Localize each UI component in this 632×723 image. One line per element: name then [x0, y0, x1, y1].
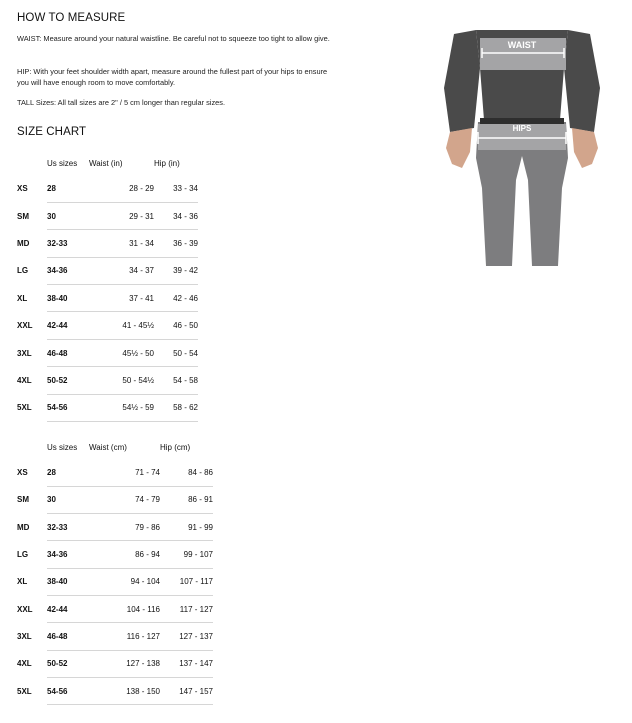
size-cell: MD: [17, 238, 30, 248]
us-size-cell: 50-52: [47, 367, 89, 394]
waist-cell: 127 - 138: [89, 650, 160, 677]
table-row: [17, 175, 198, 202]
us-size-cell: 34-36: [47, 541, 89, 568]
us-size-cell: 28: [47, 459, 89, 486]
table-row: [17, 568, 213, 595]
table-header-row: [17, 151, 198, 175]
size-cell: 5XL: [17, 686, 32, 696]
us-size-cell: 46-48: [47, 339, 89, 366]
hip-cell: 107 - 117: [160, 568, 213, 595]
size-cell: 5XL: [17, 403, 32, 413]
us-size-cell: 38-40: [47, 285, 89, 312]
us-size-cell: 50-52: [47, 650, 89, 677]
waist-cell: 54½ - 59: [89, 394, 154, 421]
hip-cell: 84 - 86: [160, 459, 213, 486]
table-header-row: [17, 435, 213, 459]
header-size: [17, 151, 47, 175]
table-row: [17, 623, 213, 650]
waist-cell: 116 - 127: [89, 623, 160, 650]
size-table-inches-body: [17, 175, 198, 422]
header-us-sizes: Us sizes: [47, 158, 78, 168]
hip-cell: 127 - 137: [160, 623, 213, 650]
us-size-cell: 30: [47, 486, 89, 513]
size-cell: XL: [17, 577, 28, 587]
header-size: [17, 435, 47, 459]
size-cell: XL: [17, 293, 28, 303]
us-size-cell: 32-33: [47, 514, 89, 541]
waist-cell: 71 - 74: [89, 459, 160, 486]
right-hand: [572, 128, 598, 168]
left-arm: [444, 30, 480, 132]
size-table-centimeters-body: [17, 459, 213, 705]
header-us-sizes: Us sizes: [47, 442, 78, 452]
us-size-cell: 32-33: [47, 230, 89, 257]
us-size-cell: 54-56: [47, 677, 89, 704]
size-cell: LG: [17, 266, 29, 276]
tall-sizes-note: TALL Sizes: All tall sizes are 2" / 5 cm longer than regular sizes.: [17, 98, 226, 107]
us-size-cell: 34-36: [47, 257, 89, 284]
waist-cell: 50 - 54½: [89, 367, 154, 394]
measurement-figure: [432, 28, 612, 268]
waist-cell: 104 - 116: [89, 595, 160, 622]
size-chart-title: SIZE CHART: [17, 126, 87, 138]
hip-cell: 99 - 107: [160, 541, 213, 568]
table-row: [17, 677, 213, 704]
table-row: [17, 202, 198, 229]
waist-cell: 41 - 45½: [89, 312, 154, 339]
size-cell: SM: [17, 495, 29, 505]
size-cell: 3XL: [17, 348, 32, 358]
header-waist: Waist (cm): [89, 442, 127, 452]
table-row: [17, 257, 198, 284]
us-size-cell: 42-44: [47, 595, 89, 622]
hip-cell: 117 - 127: [160, 595, 213, 622]
size-cell: SM: [17, 211, 29, 221]
size-cell: LG: [17, 550, 29, 560]
right-arm: [564, 30, 600, 132]
us-size-cell: 28: [47, 175, 89, 202]
waist-cell: 45½ - 50: [89, 339, 154, 366]
us-size-cell: 42-44: [47, 312, 89, 339]
how-to-measure-title: HOW TO MEASURE: [17, 12, 126, 24]
table-row: [17, 541, 213, 568]
us-size-cell: 54-56: [47, 394, 89, 421]
size-cell: 4XL: [17, 375, 32, 385]
table-row: [17, 459, 213, 486]
hip-cell: 86 - 91: [160, 486, 213, 513]
header-hip: Hip (in): [154, 158, 180, 168]
table-row: [17, 312, 198, 339]
hip-cell: 58 - 62: [154, 394, 198, 421]
table-row: [17, 339, 198, 366]
hip-cell: 147 - 157: [160, 677, 213, 704]
table-row: [17, 394, 198, 421]
waist-cell: 74 - 79: [89, 486, 160, 513]
size-cell: XXL: [17, 604, 33, 614]
size-cell: 4XL: [17, 659, 32, 669]
size-cell: XS: [17, 184, 28, 194]
waist-cell: 94 - 104: [89, 568, 160, 595]
table-row: [17, 486, 213, 513]
header-hip: Hip (cm): [160, 442, 191, 452]
table-row: [17, 285, 198, 312]
waist-cell: 34 - 37: [89, 257, 154, 284]
waist-instructions: WAIST: Measure around your natural waistline. Be careful not to squeeze too tight to allow give.: [17, 34, 330, 43]
hip-cell: 137 - 147: [160, 650, 213, 677]
waist-cell: 86 - 94: [89, 541, 160, 568]
hip-cell: 50 - 54: [154, 339, 198, 366]
waist-cell: 37 - 41: [89, 285, 154, 312]
hip-cell: 42 - 46: [154, 285, 198, 312]
hip-cell: 46 - 50: [154, 312, 198, 339]
hip-instructions: HIP: With your feet shoulder width apart, measure around the fullest part of your hips to ensure you will have enough room to move comfortably.: [17, 67, 328, 87]
waist-cell: 31 - 34: [89, 230, 154, 257]
waist-cell: 138 - 150: [89, 677, 160, 704]
waist-cell: 79 - 86: [89, 514, 160, 541]
hip-cell: 54 - 58: [154, 367, 198, 394]
hip-cell: 36 - 39: [154, 230, 198, 257]
size-cell: MD: [17, 522, 30, 532]
size-table-centimeters: [17, 435, 213, 705]
table-row: [17, 514, 213, 541]
us-size-cell: 46-48: [47, 623, 89, 650]
table-row: [17, 230, 198, 257]
size-cell: XXL: [17, 321, 33, 331]
size-table-inches: [17, 151, 198, 422]
left-hand: [446, 128, 472, 168]
hips-label: HIPS: [512, 124, 532, 133]
hip-cell: 39 - 42: [154, 257, 198, 284]
table-row: [17, 650, 213, 677]
hip-cell: 91 - 99: [160, 514, 213, 541]
us-size-cell: 38-40: [47, 568, 89, 595]
hip-cell: 33 - 34: [154, 175, 198, 202]
table-row: [17, 367, 198, 394]
waist-cell: 29 - 31: [89, 202, 154, 229]
size-cell: 3XL: [17, 631, 32, 641]
hip-cell: 34 - 36: [154, 202, 198, 229]
us-size-cell: 30: [47, 202, 89, 229]
waist-label: WAIST: [507, 40, 537, 50]
waist-cell: 28 - 29: [89, 175, 154, 202]
header-waist: Waist (in): [89, 158, 123, 168]
size-cell: XS: [17, 468, 28, 478]
table-row: [17, 595, 213, 622]
